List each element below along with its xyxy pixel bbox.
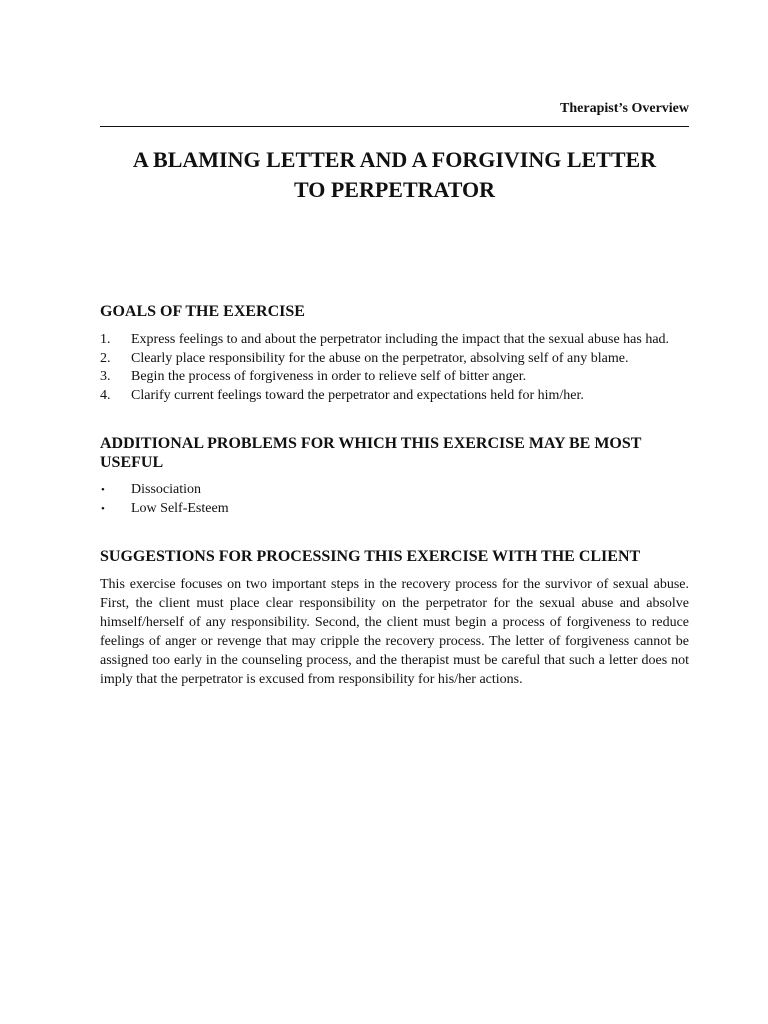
header-rule — [100, 126, 689, 127]
bullet-icon: • — [101, 502, 105, 515]
list-item-text: Clearly place responsibility for the abuse on the perpetrator, absolving self of any blame. — [131, 350, 629, 366]
bullet-icon: • — [101, 484, 105, 496]
list-item-text: Clarify current feelings toward the perpetrator and expectations held for him/her. — [131, 387, 584, 403]
list-number: 1. — [100, 332, 111, 347]
list-number: 2. — [100, 350, 111, 366]
goals-heading: GOALS OF THE EXERCISE — [100, 303, 305, 320]
suggestions-heading: SUGGESTIONS FOR PROCESSING THIS EXERCISE WITH THE CLIENT — [100, 548, 641, 565]
suggestions-paragraph: This exercise focuses on two important steps in the recovery process for the survivor of sexual abuse. First, the client must place clear responsibility on the perpetrator for the sexual abuse and absolve himself/herself of any responsibility. Second, the client must begin a process of forgiveness to reduce feelings of anger or revenge that may cripple the recovery process. The letter of forgiveness cannot be assigned too early in the counseling process, and the therapist must be careful that such a letter does not imply that the perpetrator is excused from responsibility for his/her actions. — [100, 577, 689, 687]
list-item — [100, 368, 689, 387]
heading-line-2: USEFUL — [100, 454, 164, 471]
list-number: 4. — [100, 387, 111, 403]
list-item — [100, 350, 689, 369]
additional-problems-heading — [100, 434, 689, 472]
list-item-text: Begin the process of forgiveness in order to relieve self of bitter anger. — [131, 369, 527, 384]
heading-line-1: ADDITIONAL PROBLEMS FOR WHICH THIS EXERCISE MAY BE MOST — [100, 435, 642, 452]
running-head: Therapist’s Overview — [560, 101, 689, 116]
list-number: 3. — [100, 369, 111, 384]
list-item — [100, 500, 689, 519]
title-line-2: TO PERPETRATOR — [293, 177, 496, 202]
goals-list — [100, 331, 689, 405]
list-item-text: Dissociation — [131, 482, 201, 497]
list-item — [100, 331, 689, 350]
title-line-1: A BLAMING LETTER AND A FORGIVING LETTER — [132, 147, 657, 172]
additional-problems-list — [100, 481, 689, 518]
list-item — [100, 481, 689, 500]
page-title — [100, 145, 689, 205]
list-item — [100, 387, 689, 406]
list-item-text: Express feelings to and about the perpetrator including the impact that the sexual abuse has had. — [131, 332, 670, 347]
list-item-text: Low Self-Esteem — [131, 500, 229, 516]
